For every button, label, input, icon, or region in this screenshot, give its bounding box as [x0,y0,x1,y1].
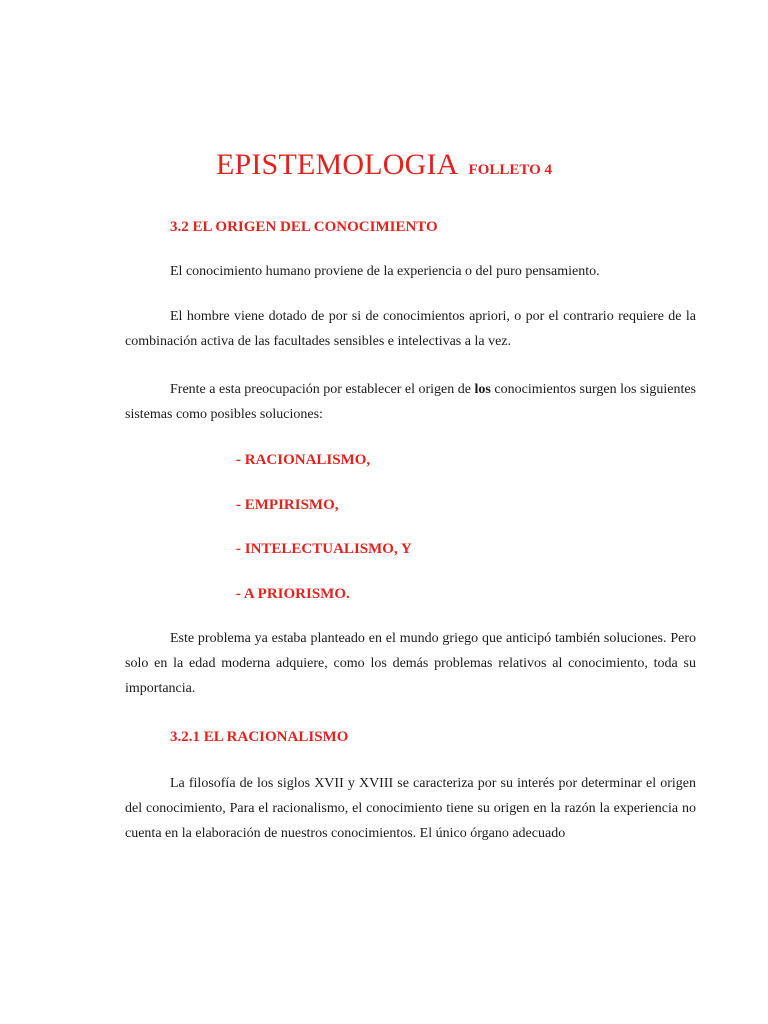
paragraph-sistemas-text-2: conocimientos surgen los siguientes sistemas como posibles soluciones: [125,382,696,422]
list-item-intelectualismo: - INTELECTUALISMO, Y [236,541,412,557]
section-heading-racionalismo: 3.2.1 EL RACIONALISMO [170,729,349,745]
paragraph-apriori [125,304,696,354]
paragraph-racionalismo [125,771,696,846]
list-item-racionalismo: - RACIONALISMO, [236,452,371,468]
paragraph-sistemas-text-1: Frente a esta preocupación por establecer el origen de [170,382,475,397]
title-subtitle: FOLLETO 4 [468,162,553,178]
paragraph-sistemas [125,377,696,427]
title-main: EPISTEMOLOGIA [215,148,459,181]
paragraph-problema [125,626,696,701]
paragraph-sistemas-bold: los [474,382,491,397]
paragraph-racionalismo-text: La filosofía de los siglos XVII y XVIII se caracteriza por su interés por determinar el origen del conocimiento, Para el racionalismo, el conocimiento tiene su origen en la razón la experiencia no cuenta en la elaboración de nuestros conocimientos. El único órgano adecuado [125,776,696,841]
section-heading-origen: 3.2 EL ORIGEN DEL CONOCIMIENTO [170,219,438,235]
list-item-apriorismo: - A PRIORISMO. [236,586,350,602]
paragraph-apriori-text: El hombre viene dotado de por si de conocimientos apriori, o por el contrario requiere de la combinación activa de las facultades sensibles e intelectivas a la vez. [125,309,696,349]
document-title [0,148,768,182]
paragraph-intro [125,259,696,284]
paragraph-problema-text: Este problema ya estaba planteado en el mundo griego que anticipó también soluciones. Pero solo en la edad moderna adquiere, como los demás problemas relativos al conocimiento, toda su importancia. [125,631,696,696]
list-item-empirismo: - EMPIRISMO, [236,497,339,513]
paragraph-intro-text: El conocimiento humano proviene de la experiencia o del puro pensamiento. [170,264,600,279]
